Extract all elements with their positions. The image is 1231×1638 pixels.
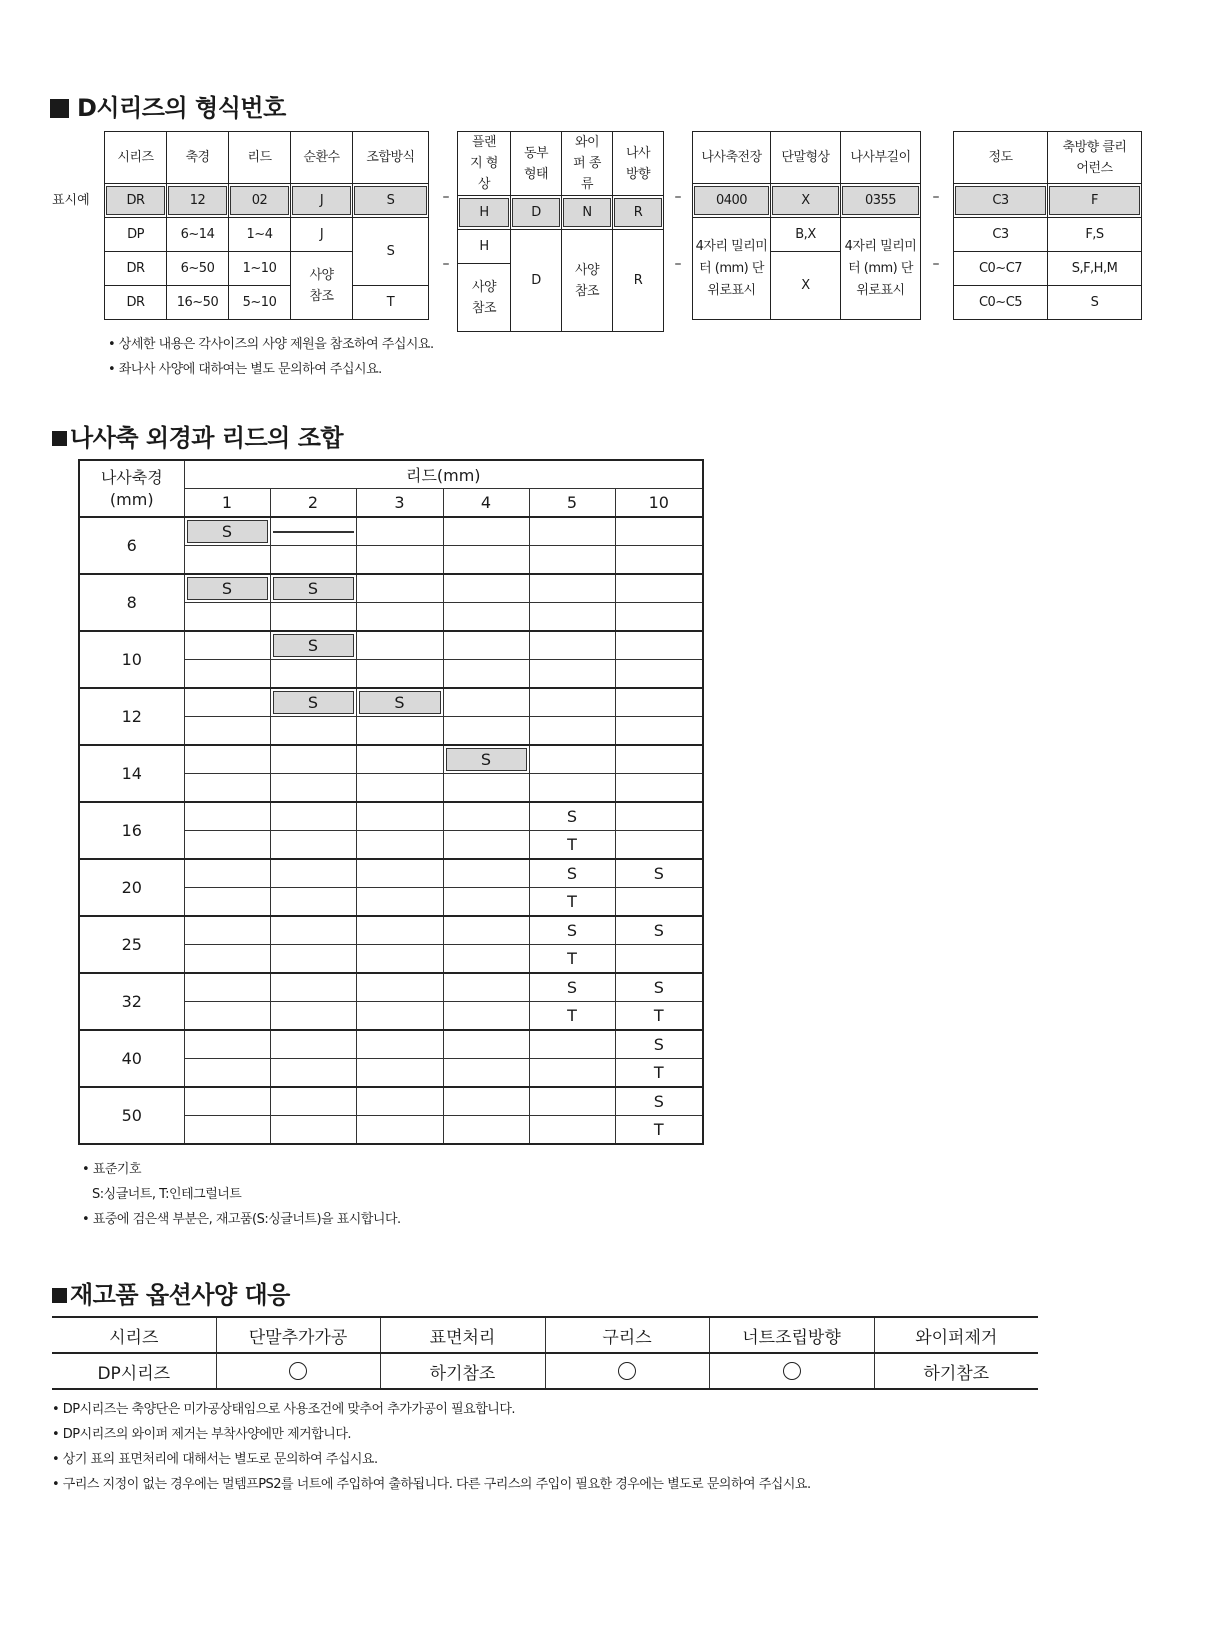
table-cell: S <box>615 1087 703 1116</box>
table-cell: S,F,H,M <box>1048 252 1142 286</box>
square-bullet-icon <box>52 431 67 446</box>
table-cell <box>615 945 703 974</box>
table-cell: S <box>615 859 703 888</box>
table-cell <box>356 603 443 632</box>
table-cell <box>356 660 443 689</box>
note: • 표중에 검은색 부분은, 재고품(S:싱글너트)을 표시합니다. <box>82 1212 401 1227</box>
header-cell: 나사부길이 <box>841 132 921 184</box>
table-cell <box>443 660 529 689</box>
table-cell: 하기참조 <box>380 1353 545 1389</box>
note: • 상기 표의 표면처리에 대해서는 별도로 문의하여 주십시요. <box>52 1452 378 1467</box>
table-cell <box>443 831 529 860</box>
table-cell <box>443 859 529 888</box>
stock-mark: S <box>187 520 268 543</box>
circle-icon <box>618 1362 636 1380</box>
diameter-cell: 40 <box>79 1030 184 1087</box>
table-cell <box>529 660 615 689</box>
header-cell: 조합방식 <box>353 132 429 184</box>
table-cell <box>270 1002 356 1031</box>
table-cell: 16~50 <box>167 286 229 320</box>
table-cell <box>356 745 443 774</box>
model-number-group-accuracy <box>953 131 1142 320</box>
table-cell <box>356 1030 443 1059</box>
lead-column-header: 5 <box>529 489 615 518</box>
table-cell <box>443 1059 529 1088</box>
table-cell <box>270 774 356 803</box>
table-cell <box>270 916 356 945</box>
table-cell <box>615 688 703 717</box>
table-cell: 6~14 <box>167 218 229 252</box>
example-row-label: 표시예 <box>52 193 90 208</box>
table-cell <box>270 1087 356 1116</box>
table-cell <box>356 1002 443 1031</box>
table-cell <box>615 888 703 917</box>
table-cell <box>184 831 270 860</box>
table-cell <box>529 546 615 575</box>
header-cell: 리드 <box>229 132 291 184</box>
table-cell <box>356 945 443 974</box>
stock-cell <box>184 574 270 603</box>
table-cell: 1~4 <box>229 218 291 252</box>
header-cell: 축경 <box>167 132 229 184</box>
example-cell: S <box>354 186 427 215</box>
stock-cell <box>356 688 443 717</box>
example-cell: C3 <box>955 186 1046 215</box>
stock-mark: S <box>273 691 354 714</box>
model-number-group-series <box>104 131 429 320</box>
table-cell <box>184 802 270 831</box>
table-cell <box>270 973 356 1002</box>
table-cell: J <box>291 218 353 252</box>
square-bullet-icon <box>50 99 69 118</box>
table-row <box>79 517 703 546</box>
table-cell <box>529 1059 615 1088</box>
table-cell <box>443 1087 529 1116</box>
stock-cell <box>270 517 356 546</box>
table-cell <box>529 774 615 803</box>
table-cell <box>270 603 356 632</box>
table-cell <box>443 546 529 575</box>
table-cell <box>443 603 529 632</box>
lead-column-header: 2 <box>270 489 356 518</box>
table-cell <box>184 888 270 917</box>
table-cell <box>356 888 443 917</box>
diameter-cell: 32 <box>79 973 184 1030</box>
table-cell <box>615 802 703 831</box>
table-cell <box>529 631 615 660</box>
example-cell: H <box>459 198 509 227</box>
table-cell: H <box>458 230 511 264</box>
dash-separator: – <box>674 256 682 272</box>
table-cell <box>184 1059 270 1088</box>
table-cell <box>270 859 356 888</box>
table-cell <box>356 1087 443 1116</box>
lead-header: 리드(mm) <box>184 460 703 489</box>
section3-title: 재고품 옵션사양 대응 <box>52 1275 290 1310</box>
lead-column-header: 10 <box>615 489 703 518</box>
example-cell: 02 <box>230 186 289 215</box>
table-cell: S <box>529 973 615 1002</box>
table-cell <box>443 945 529 974</box>
table-cell <box>443 774 529 803</box>
diameter-lead-table <box>78 459 704 1145</box>
table-cell <box>443 717 529 746</box>
diameter-cell: 20 <box>79 859 184 916</box>
dash-separator: – <box>932 189 940 205</box>
table-cell <box>184 973 270 1002</box>
table-cell <box>443 888 529 917</box>
table-cell: T <box>615 1059 703 1088</box>
table-cell: T <box>529 1002 615 1031</box>
stock-cell <box>270 688 356 717</box>
table-row <box>79 574 703 603</box>
header-cell: 표면처리 <box>380 1317 545 1353</box>
header-cell: 순환수 <box>291 132 353 184</box>
table-cell: S <box>615 1030 703 1059</box>
lead-column-header: 3 <box>356 489 443 518</box>
note: • 상세한 내용은 각사이즈의 사양 제원을 참조하여 주십시요. <box>108 337 434 352</box>
diameter-cell: 10 <box>79 631 184 688</box>
dash-separator: – <box>442 256 450 272</box>
table-cell <box>615 574 703 603</box>
table-cell: 4자리 밀리미터 (mm) 단위로표시 <box>693 218 771 320</box>
table-cell: S <box>529 859 615 888</box>
diameter-cell: 14 <box>79 745 184 802</box>
table-cell <box>270 546 356 575</box>
diameter-cell: 16 <box>79 802 184 859</box>
header-cell: 구리스 <box>545 1317 709 1353</box>
table-cell <box>356 774 443 803</box>
table-cell <box>443 574 529 603</box>
table-cell <box>529 1116 615 1145</box>
table-cell <box>356 831 443 860</box>
table-cell <box>615 745 703 774</box>
table-row <box>79 859 703 888</box>
table-cell <box>529 574 615 603</box>
diameter-cell: 8 <box>79 574 184 631</box>
diameter-cell: 6 <box>79 517 184 574</box>
table-cell <box>356 717 443 746</box>
example-cell: N <box>563 198 611 227</box>
table-cell <box>615 717 703 746</box>
table-cell <box>356 802 443 831</box>
stock-cell <box>270 631 356 660</box>
dash-separator: – <box>442 189 450 205</box>
table-cell <box>184 945 270 974</box>
example-cell: 12 <box>168 186 227 215</box>
table-cell <box>184 745 270 774</box>
note: S:싱글너트, T:인테그럴너트 <box>92 1187 242 1202</box>
stock-cell <box>184 517 270 546</box>
table-cell <box>356 1116 443 1145</box>
table-cell <box>529 517 615 546</box>
table-cell: DP <box>105 218 167 252</box>
table-cell <box>184 859 270 888</box>
table-row <box>79 745 703 774</box>
table-row <box>79 631 703 660</box>
table-cell <box>615 546 703 575</box>
table-cell <box>184 774 270 803</box>
table-cell <box>184 546 270 575</box>
table-cell <box>443 802 529 831</box>
table-cell <box>529 688 615 717</box>
note: • 구리스 지정이 없는 경우에는 멀템프PS2를 너트에 주입하여 출하됩니다. 다른 구리스의 주입이 필요한 경우에는 별도로 문의하여 주십시요. <box>52 1477 811 1492</box>
table-cell: T <box>529 888 615 917</box>
table-cell <box>615 631 703 660</box>
table-cell: 1~10 <box>229 252 291 286</box>
table-cell: R <box>613 230 664 332</box>
example-cell: DR <box>106 186 165 215</box>
table-cell: C0~C7 <box>954 252 1048 286</box>
table-cell: S <box>1048 286 1142 320</box>
model-number-group-shaft <box>692 131 921 320</box>
table-cell <box>356 517 443 546</box>
circle-icon <box>289 1362 307 1380</box>
table-cell <box>529 1087 615 1116</box>
table-cell <box>356 1059 443 1088</box>
table-cell <box>184 688 270 717</box>
table-cell: C0~C5 <box>954 286 1048 320</box>
table-cell <box>529 1030 615 1059</box>
table-cell: 4자리 밀리미터 (mm) 단위로표시 <box>841 218 921 320</box>
table-cell <box>270 1059 356 1088</box>
dash-separator: – <box>932 256 940 272</box>
header-cell: 와이퍼 종류 <box>562 132 613 196</box>
table-cell: T <box>353 286 429 320</box>
table-cell: S <box>353 218 429 286</box>
header-cell: 동부 형태 <box>511 132 562 196</box>
table-cell: 사양 참조 <box>291 252 353 320</box>
header-cell: 시리즈 <box>105 132 167 184</box>
table-cell <box>184 603 270 632</box>
table-cell: X <box>771 252 841 320</box>
header-cell: 플랜지 형상 <box>458 132 511 196</box>
example-cell: 0355 <box>842 186 919 215</box>
table-cell: C3 <box>954 218 1048 252</box>
example-cell: 0400 <box>694 186 769 215</box>
note: • 좌나사 사양에 대하여는 별도 문의하여 주십시요. <box>108 362 382 377</box>
supported-cell <box>216 1353 380 1389</box>
table-cell: S <box>529 916 615 945</box>
table-cell <box>443 973 529 1002</box>
table-cell: T <box>529 831 615 860</box>
table-cell <box>356 574 443 603</box>
table-cell <box>529 745 615 774</box>
stock-cell <box>443 745 529 774</box>
supported-cell <box>545 1353 709 1389</box>
table-cell <box>184 1087 270 1116</box>
table-cell <box>356 859 443 888</box>
table-cell: T <box>615 1002 703 1031</box>
table-cell <box>270 888 356 917</box>
table-cell <box>184 631 270 660</box>
table-cell <box>184 1002 270 1031</box>
stock-mark: S <box>187 577 268 600</box>
table-cell: 사양 참조 <box>562 230 613 332</box>
diameter-cell: 12 <box>79 688 184 745</box>
table-cell <box>184 1116 270 1145</box>
note: • DP시리즈의 와이퍼 제거는 부착사양에만 제거합니다. <box>52 1427 352 1442</box>
note: • 표준기호 <box>82 1162 142 1177</box>
circle-icon <box>783 1362 801 1380</box>
table-cell: S <box>615 973 703 1002</box>
header-cell: 단말형상 <box>771 132 841 184</box>
table-cell <box>356 546 443 575</box>
stock-cell <box>270 574 356 603</box>
section1-title: D시리즈의 형식번호 <box>50 88 286 123</box>
table-cell: S <box>615 916 703 945</box>
table-cell: D <box>511 230 562 332</box>
table-cell: 5~10 <box>229 286 291 320</box>
table-cell <box>443 688 529 717</box>
table-cell <box>184 916 270 945</box>
table-cell: 6~50 <box>167 252 229 286</box>
note: • DP시리즈는 축양단은 미가공상태임으로 사용조건에 맞추어 추가가공이 필요합니다. <box>52 1402 516 1417</box>
table-cell <box>184 1030 270 1059</box>
table-row <box>79 1087 703 1116</box>
table-cell <box>529 717 615 746</box>
header-cell: 정도 <box>954 132 1048 184</box>
table-cell: T <box>529 945 615 974</box>
table-cell <box>270 745 356 774</box>
table-cell <box>184 717 270 746</box>
header-cell: 시리즈 <box>52 1317 216 1353</box>
table-cell <box>270 1030 356 1059</box>
table-cell: DR <box>105 252 167 286</box>
table-cell <box>356 631 443 660</box>
square-bullet-icon <box>52 1288 67 1303</box>
section2-title: 나사축 외경과 리드의 조합 <box>52 418 343 453</box>
table-cell <box>443 517 529 546</box>
table-cell <box>615 831 703 860</box>
table-cell <box>270 945 356 974</box>
table-cell <box>356 973 443 1002</box>
supported-cell <box>709 1353 874 1389</box>
table-cell <box>615 603 703 632</box>
table-cell <box>615 517 703 546</box>
lead-column-header: 4 <box>443 489 529 518</box>
header-cell: 나사 방향 <box>613 132 664 196</box>
stock-mark: S <box>273 577 354 600</box>
table-row <box>79 802 703 831</box>
table-cell <box>184 660 270 689</box>
model-number-group-nut <box>457 131 664 332</box>
table-cell <box>443 1116 529 1145</box>
diameter-cell: 25 <box>79 916 184 973</box>
diameter-cell: 50 <box>79 1087 184 1144</box>
table-cell <box>270 717 356 746</box>
table-cell <box>529 603 615 632</box>
table-cell <box>356 916 443 945</box>
table-cell: DR <box>105 286 167 320</box>
stock-mark: S <box>359 691 441 714</box>
table-cell <box>270 802 356 831</box>
header-cell: 나사축전장 <box>693 132 771 184</box>
lead-column-header: 1 <box>184 489 270 518</box>
series-cell: DP시리즈 <box>52 1353 216 1389</box>
table-cell: B,X <box>771 218 841 252</box>
table-row <box>79 916 703 945</box>
table-cell <box>270 1116 356 1145</box>
table-cell <box>270 660 356 689</box>
table-cell <box>443 631 529 660</box>
header-cell: 축방향 클리어런스 <box>1048 132 1142 184</box>
stock-mark: S <box>446 748 527 771</box>
table-cell <box>443 1002 529 1031</box>
table-row <box>79 973 703 1002</box>
table-cell <box>615 774 703 803</box>
table-row <box>79 1030 703 1059</box>
table-cell <box>443 916 529 945</box>
table-cell <box>270 831 356 860</box>
example-cell: X <box>772 186 839 215</box>
header-cell: 단말추가가공 <box>216 1317 380 1353</box>
table-cell: F,S <box>1048 218 1142 252</box>
table-cell <box>443 1030 529 1059</box>
example-cell: F <box>1049 186 1140 215</box>
table-cell: 사양 참조 <box>458 264 511 332</box>
table-cell: 하기참조 <box>874 1353 1038 1389</box>
table-cell: T <box>615 1116 703 1145</box>
dash-separator: – <box>674 189 682 205</box>
example-cell: R <box>614 198 662 227</box>
stock-mark: S <box>273 634 354 657</box>
diameter-header: 나사축경 (mm) <box>79 460 184 517</box>
table-cell <box>615 660 703 689</box>
example-cell: D <box>512 198 560 227</box>
header-cell: 너트조립방향 <box>709 1317 874 1353</box>
table-cell: S <box>529 802 615 831</box>
stock-option-table <box>52 1316 1038 1390</box>
header-cell: 와이퍼제거 <box>874 1317 1038 1353</box>
stock-mark <box>273 531 354 533</box>
example-cell: J <box>292 186 351 215</box>
table-row <box>79 688 703 717</box>
